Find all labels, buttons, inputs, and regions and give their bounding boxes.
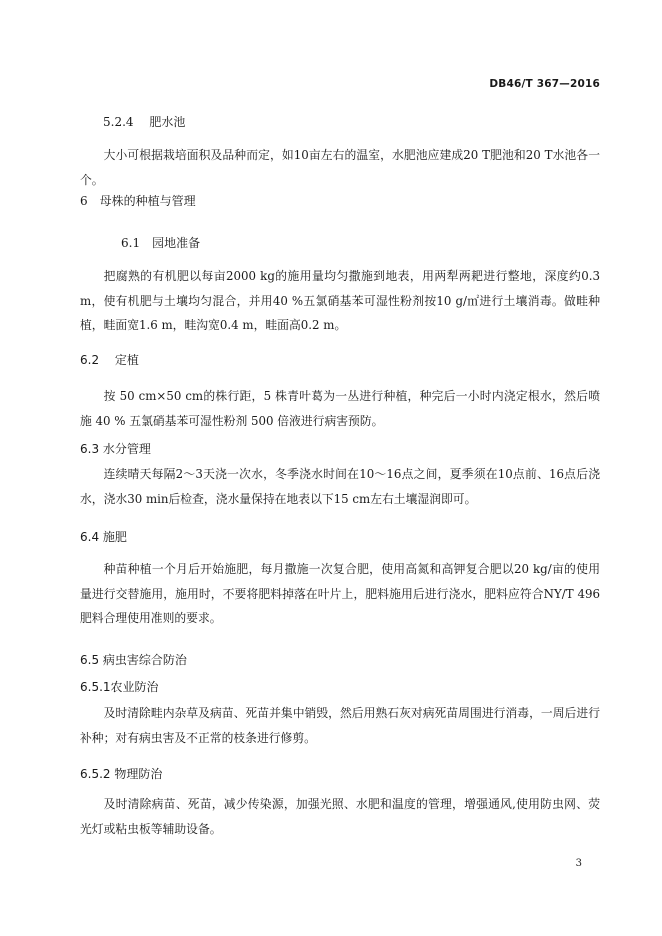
paragraph-6-5-2: 及时清除病苗、死苗，减少传染源，加强光照、水肥和温度的管理，增强通风,使用防虫网、荧光灯或粘虫板等辅助设备。 [80, 797, 600, 836]
standard-code: DB46/T 367—2016 [489, 78, 600, 90]
heading-6-5-1: 6.5.1农业防治 [80, 680, 159, 694]
heading-6-4: 6.4 施肥 [80, 530, 127, 544]
heading-6-3: 6.3 水分管理 [80, 442, 151, 456]
heading-6-2: 6.2 定植 [80, 353, 139, 367]
heading-6-1: 6.1 园地准备 [121, 236, 201, 250]
paragraph-5-2-4: 大小可根据栽培面积及品种而定，如10亩左右的温室，水肥池应建成20 T肥池和20 T水池各一个。 [80, 148, 600, 187]
paragraph-6-5-1: 及时清除畦内杂草及病苗、死苗并集中销毁，然后用熟石灰对病死苗周围进行消毒，一周后进行补种；对有病虫害及不正常的枝条进行修剪。 [80, 706, 600, 745]
page-number: 3 [575, 858, 582, 869]
heading-5-2-4: 5.2.4 肥水池 [103, 115, 186, 129]
paragraph-6-4: 种苗种植一个月后开始施肥，每月撒施一次复合肥，使用高氮和高钾复合肥以20 kg/亩的使用量进行交替施用，施用时，不要将肥料掉落在叶片上，肥料施用后进行浇水，肥料应符合NY/T 496 肥料合理使用准则的要求。 [80, 562, 600, 625]
paragraph-6-1: 把腐熟的有机肥以每亩2000 kg的施用量均匀撒施到地表，用两犁两耙进行整地，深度约0.3 m，使有机肥与土壤均匀混合，并用40 %五氯硝基苯可湿性粉剂按10 g/㎡进行土壤消毒。做畦种植，畦面宽1.6 m，畦沟宽0.4 m，畦面高0.2 m。 [80, 269, 600, 332]
heading-6-5-2: 6.5.2 物理防治 [80, 767, 163, 781]
heading-6: 6 母株的种植与管理 [80, 194, 196, 208]
paragraph-6-2: 按 50 cm×50 cm的株行距，5 株青叶葛为一丛进行种植，种完后一小时内浇定根水，然后喷施 40 % 五氯硝基苯可湿性粉剂 500 倍液进行病害预防。 [80, 389, 600, 428]
heading-6-5: 6.5 病虫害综合防治 [80, 653, 187, 667]
paragraph-6-3: 连续晴天每隔2～3天浇一次水，冬季浇水时间在10～16点之间，夏季须在10点前、16点后浇水，浇水30 min后检查，浇水量保持在地表以下15 cm左右土壤湿润即可。 [80, 467, 600, 506]
